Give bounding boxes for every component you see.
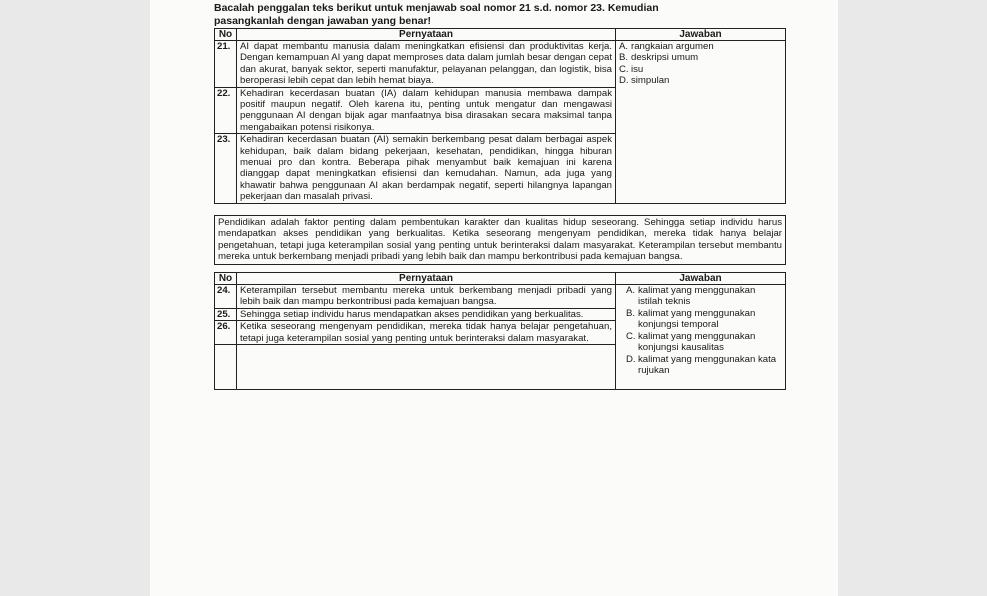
reading-passage: Pendidikan adalah faktor penting dalam pembentukan karakter dan kualitas hidup seseorang. Sehingga setiap individu harus mendapatkan akses pendidikan yang berkualitas. Ketika seseorang mengenyam pendidikan, mereka tidak hanya belajar pengetahuan, tetapi juga keterampilan sosial yang penting untuk berinteraksi dalam masyarakat. Keterampilan tersebut membantu mereka untuk berkembang menjadi pribadi yang lebih baik dan mampu berkontribusi pada kemajuan bangsa. <box>214 215 786 265</box>
answer-options <box>616 41 786 204</box>
row-statement: Keterampilan tersebut membantu mereka untuk berkembang menjadi pribadi yang lebih baik dan mampu berkontribusi pada kemajuan bangsa. <box>237 285 616 309</box>
answer-options <box>616 285 786 390</box>
row-number: 23. <box>215 134 237 203</box>
table-row <box>215 41 786 88</box>
table-row <box>215 285 786 309</box>
answer-option: A. rangkaian argumen <box>619 41 714 52</box>
header-no: No <box>215 29 237 41</box>
answer-option: D. kalimat yang menggunakan kata rujukan <box>626 353 777 376</box>
answer-option: B. deskripsi umum <box>619 52 699 64</box>
instruction-line-1: Bacalah penggalan teks berikut untuk menjawab soal nomor 21 s.d. nomor 23. Kemudian <box>214 2 659 14</box>
header-no: No <box>215 273 237 285</box>
row-statement: Kehadiran kecerdasan buatan (IA) dalam kehidupan manusia membawa dampak positif maupun negatif. Oleh karena itu, penting untuk mengatur dan mengawasi penggunaan AI dengan bijak agar manfaatnya bisa dirasakan secara maksimal tanpa mengabaikan potensi risikonya. <box>237 87 616 134</box>
empty-cell <box>215 345 237 390</box>
row-number: 26. <box>215 321 237 345</box>
document-content <box>214 2 786 390</box>
row-statement: Kehadiran kecerdasan buatan (AI) semakin berkembang pesat dalam berbagai aspek kehidupan, baik dalam bidang pekerjaan, kesehatan, pendidikan, hingga hiburan menuai pro dan kontra. Beberapa pihak menyambut baik kemajuan ini karena dianggap dapat meningkatkan efisiensi dan kemudahan. Namun, ada juga yang khawatir bahwa penggunaan AI akan berdampak negatif, seperti hilangnya lapangan pekerjaan dan masalah privasi. <box>237 134 616 203</box>
table-header-row <box>215 29 786 41</box>
row-number: 22. <box>215 87 237 134</box>
instruction <box>214 2 786 28</box>
answer-option: A. kalimat yang menggunakan istilah teknis <box>626 285 756 308</box>
row-number: 25. <box>215 308 237 320</box>
header-statement: Pernyataan <box>237 29 616 41</box>
header-answer: Jawaban <box>616 273 786 285</box>
row-number: 21. <box>215 41 237 88</box>
answer-option: B. kalimat yang menggunakan konjungsi temporal <box>626 307 756 331</box>
header-statement: Pernyataan <box>237 273 616 285</box>
empty-cell <box>237 345 616 390</box>
table-header-row <box>215 273 786 285</box>
matching-table-1 <box>214 28 786 204</box>
answer-option: C. isu <box>619 63 644 75</box>
answer-option: C. kalimat yang menggunakan konjungsi kausalitas <box>626 330 756 354</box>
document-page <box>150 0 838 596</box>
row-statement: Sehingga setiap individu harus mendapatkan akses pendidikan yang berkualitas. <box>237 308 616 320</box>
row-statement: AI dapat membantu manusia dalam meningkatkan efisiensi dan produktivitas kerja. Dengan kemampuan AI yang dapat memproses data dalam jumlah besar dengan cepat dan akurat, banyak sektor, seperti manufaktur, pelayanan pelanggan, dan logistik, bisa beroperasi lebih cepat dan lebih hemat biaya. <box>237 41 616 88</box>
instruction-line-2: pasangkanlah dengan jawaban yang benar! <box>214 15 432 27</box>
header-answer: Jawaban <box>616 29 786 41</box>
row-number: 24. <box>215 285 237 309</box>
answer-option: D. simpulan <box>619 75 670 87</box>
row-statement: Ketika seseorang mengenyam pendidikan, mereka tidak hanya belajar pengetahuan, tetapi juga keterampilan sosial yang penting untuk berinteraksi dalam masyarakat. <box>237 321 616 345</box>
matching-table-2 <box>214 272 786 390</box>
